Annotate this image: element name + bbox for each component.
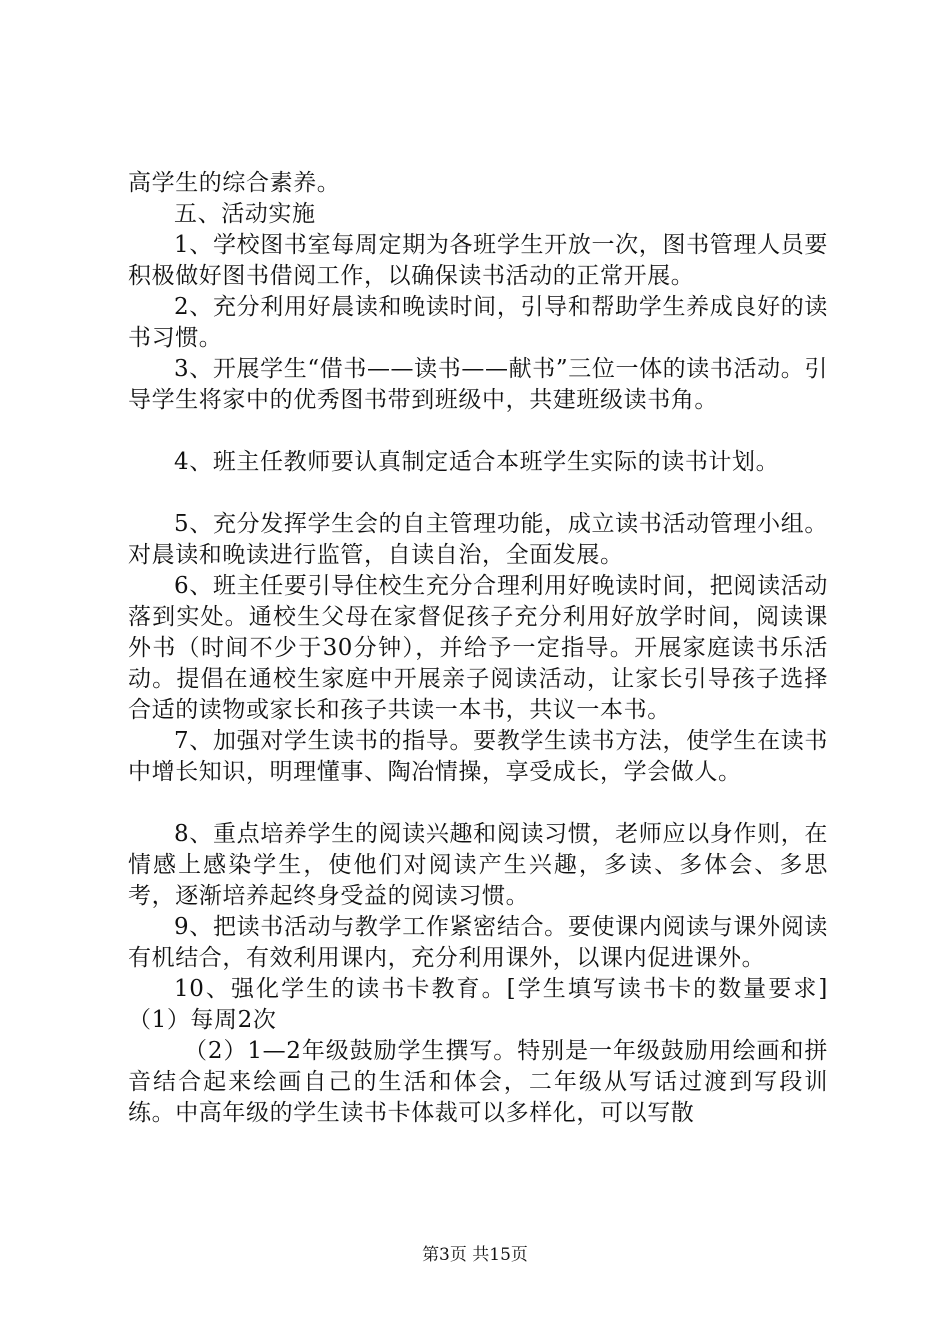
paragraph-item-4: 4、班主任教师要认真制定适合本班学生实际的读书计划。 [174, 449, 780, 475]
paragraph-item-8: 8、重点培养学生的阅读兴趣和阅读习惯，老师应以身作则，在情感上感染学生，使他们对阅读产生兴趣，多读、多体会、多思考，逐渐培养起终身受益的阅读习惯。 [128, 821, 828, 909]
page-number: 第3页 共15页 [422, 1245, 528, 1265]
paragraph-continuation: 高学生的综合素养。 [128, 170, 341, 196]
paragraph-item-10-sub-2: （2）1—2年级鼓励学生撰写。特别是一年级鼓励用绘画和拼音结合起来绘画自己的生活和体会，二年级从写话过渡到写段训练。中高年级的学生读书卡体裁可以多样化，可以写散 [128, 1038, 828, 1126]
page-footer [0, 1240, 950, 1265]
section-heading: 五、活动实施 [174, 201, 316, 227]
paragraph-item-10: 10、强化学生的读书卡教育。[学生填写读书卡的数量要求]（1）每周2次 [128, 976, 828, 1033]
paragraph-item-1: 1、学校图书室每周定期为各班学生开放一次，图书管理人员要积极做好图书借阅工作，以确保读书活动的正常开展。 [128, 232, 828, 289]
paragraph-item-5: 5、充分发挥学生会的自主管理功能，成立读书活动管理小组。对晨读和晚读进行监管，自读自治，全面发展。 [128, 511, 828, 568]
paragraph-item-7: 7、加强对学生读书的指导。要教学生读书方法，使学生在读书中增长知识，明理懂事、陶冶情操，享受成长，学会做人。 [128, 728, 828, 785]
paragraph-item-3: 3、开展学生“借书——读书——献书”三位一体的读书活动。引导学生将家中的优秀图书带到班级中，共建班级读书角。 [128, 356, 828, 413]
paragraph-item-9: 9、把读书活动与教学工作紧密结合。要使课内阅读与课外阅读有机结合，有效利用课内，充分利用课外，以课内促进课外。 [128, 914, 828, 971]
paragraph-item-6: 6、班主任要引导住校生充分合理利用好晚读时间，把阅读活动落到实处。通校生父母在家督促孩子充分利用好放学时间，阅读课外书（时间不少于30分钟），并给予一定指导。开展家庭读书乐活动。提倡在通校生家庭中开展亲子阅读活动，让家长引导孩子选择合适的读物或家长和孩子共读一本书，共议一本书。 [128, 573, 828, 723]
paragraph-item-2: 2、充分利用好晨读和晚读时间，引导和帮助学生养成良好的读书习惯。 [128, 294, 828, 351]
document-body [128, 168, 828, 1129]
